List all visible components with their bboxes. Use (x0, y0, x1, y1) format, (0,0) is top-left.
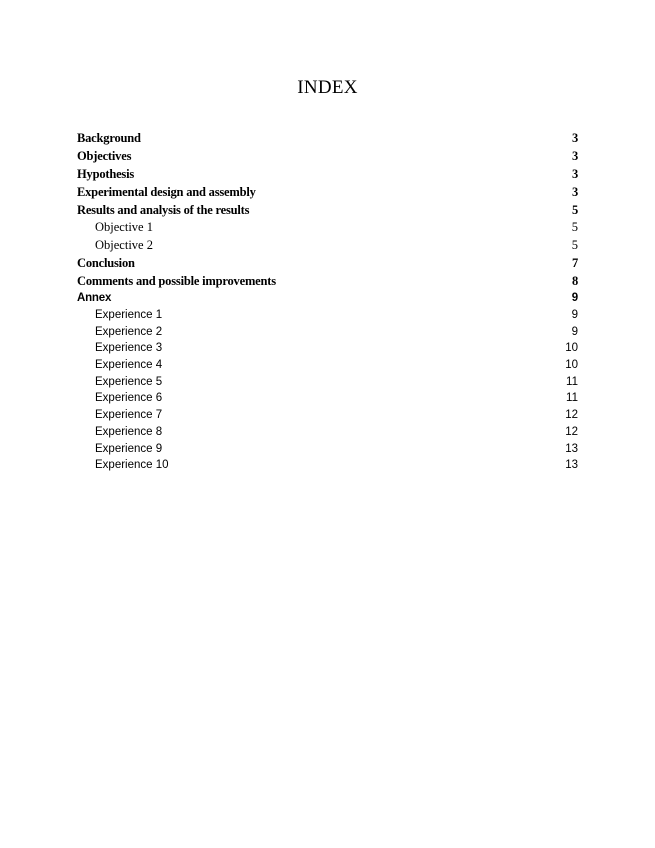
toc-entry-label: Experience 6 (95, 392, 163, 405)
toc-entry-page-number: 10 (565, 359, 578, 372)
toc-subentry-experience-4[interactable] (77, 357, 578, 374)
table-of-contents (77, 129, 578, 474)
toc-subentry-experience-5[interactable] (77, 374, 578, 391)
toc-entry-label: Experience 8 (95, 425, 163, 438)
toc-entry-experimental-design[interactable] (77, 183, 578, 201)
toc-subentry-objective-2[interactable] (77, 237, 578, 255)
page-title: INDEX (297, 77, 358, 98)
toc-entry-page-number: 9 (571, 325, 578, 338)
toc-entry-label: Comments and possible improvements (77, 274, 276, 288)
toc-entry-page-number: 13 (565, 442, 578, 455)
toc-entry-page-number: 12 (565, 425, 578, 438)
toc-subentry-experience-7[interactable] (77, 407, 578, 424)
toc-entry-page-number: 11 (566, 392, 578, 405)
toc-entry-label: Results and analysis of the results (77, 203, 250, 217)
toc-subentry-experience-8[interactable] (77, 424, 578, 441)
toc-entry-page-number: 3 (571, 167, 578, 181)
toc-entry-page-number: 9 (571, 292, 578, 304)
toc-entry-label: Conclusion (77, 256, 135, 270)
toc-entry-page-number: 5 (571, 237, 578, 252)
toc-entry-label: Experience 5 (95, 375, 163, 388)
toc-entry-page-number: 3 (571, 149, 578, 163)
toc-entry-label: Objective 2 (95, 237, 153, 252)
toc-entry-page-number: 5 (571, 203, 578, 217)
toc-entry-label: Experience 7 (95, 409, 163, 422)
toc-subentry-experience-1[interactable] (77, 307, 578, 324)
toc-subentry-experience-6[interactable] (77, 390, 578, 407)
toc-entry-conclusion[interactable] (77, 254, 578, 272)
toc-entry-annex[interactable] (77, 290, 578, 307)
toc-entry-label: Objective 1 (95, 220, 153, 234)
toc-entry-objectives[interactable] (77, 147, 578, 165)
toc-entry-label: Experience 9 (95, 442, 163, 455)
toc-entry-label: Hypothesis (77, 167, 135, 181)
toc-entry-background[interactable] (77, 129, 578, 147)
toc-entry-label: Experience 1 (95, 309, 163, 321)
toc-entry-page-number: 11 (566, 375, 578, 388)
toc-entry-comments[interactable] (77, 272, 578, 290)
toc-subentry-experience-10[interactable] (77, 457, 578, 474)
toc-entry-page-number: 12 (565, 409, 578, 422)
toc-entry-label: Experience 3 (95, 342, 163, 355)
toc-entry-label: Objectives (77, 149, 132, 163)
toc-entry-page-number: 3 (571, 185, 578, 199)
toc-entry-page-number: 5 (571, 220, 578, 234)
toc-entry-hypothesis[interactable] (77, 165, 578, 183)
toc-subentry-experience-9[interactable] (77, 441, 578, 458)
toc-subentry-experience-2[interactable] (77, 324, 578, 341)
toc-entry-page-number: 7 (571, 256, 578, 270)
toc-entry-page-number: 8 (571, 274, 578, 288)
toc-entry-page-number: 9 (571, 309, 578, 321)
toc-entry-results[interactable] (77, 201, 578, 219)
toc-entry-page-number: 13 (565, 459, 578, 472)
toc-entry-label: Experience 2 (95, 325, 163, 338)
toc-entry-label: Experimental design and assembly (77, 185, 256, 199)
toc-entry-page-number: 10 (565, 342, 578, 355)
toc-entry-label: Experience 10 (95, 459, 169, 472)
toc-subentry-experience-3[interactable] (77, 340, 578, 357)
toc-entry-page-number: 3 (571, 131, 578, 145)
toc-entry-label: Background (77, 131, 141, 145)
toc-subentry-objective-1[interactable] (77, 219, 578, 237)
toc-entry-label: Experience 4 (95, 359, 163, 372)
toc-entry-label: Annex (77, 292, 112, 304)
